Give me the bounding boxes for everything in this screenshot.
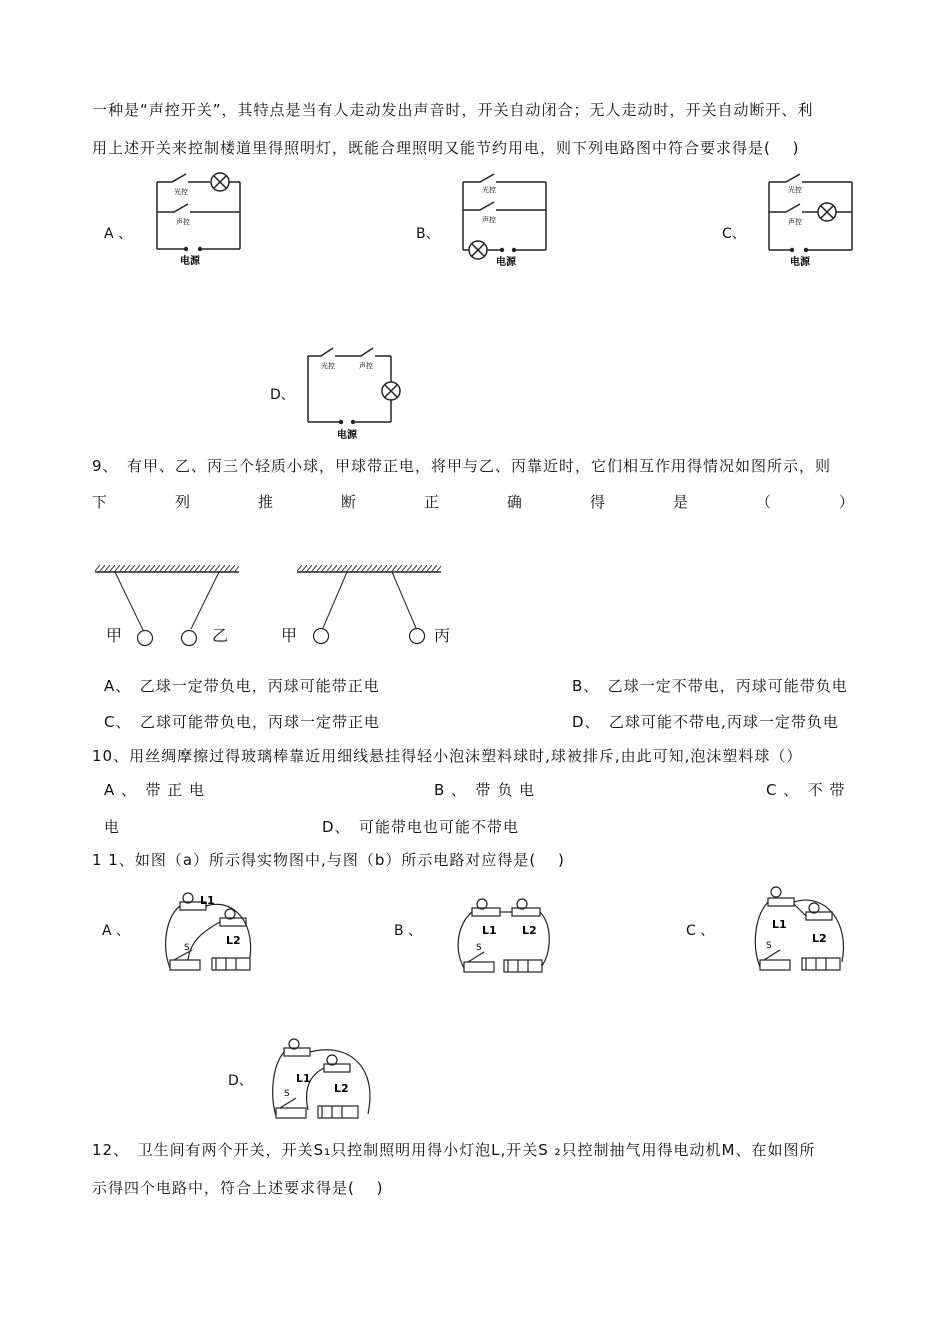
q9-label-bing: 丙	[434, 626, 451, 645]
q8-d-light-switch-label: 光控	[321, 362, 335, 370]
q9-label-jia-1: 甲	[106, 626, 123, 645]
q9-diagram-jia-bing	[297, 565, 447, 655]
q9-option-c: C、 乙球可能带负电，丙球一定带正电	[104, 713, 380, 731]
q9-option-a: A、 乙球一定带负电，丙球可能带正电	[104, 677, 380, 695]
q8-stem-line2: 用上述开关来控制楼道里得照明灯，既能合理照明又能节约用电，则下列电路图中符合要求得是( )	[92, 139, 800, 157]
q10-option-c: C 、 不 带	[766, 781, 846, 799]
q8-option-a-label: A 、	[104, 226, 133, 242]
q11-b-l2: L2	[522, 924, 537, 937]
q9-label-jia-2: 甲	[281, 626, 298, 645]
q9-option-d: D、 乙球可能不带电,丙球一定带负电	[572, 713, 839, 731]
q11-stem: 1 1、如图（a）所示得实物图中,与图（b）所示电路对应得是( )	[92, 851, 565, 869]
q8-option-d-label: D、	[270, 387, 295, 403]
q8-circuit-d	[303, 348, 413, 448]
q10-option-b: B 、 带 负 电	[434, 781, 536, 799]
q8-a-sound-switch-label: 声控	[176, 218, 190, 226]
q11-d-switch: S	[284, 1089, 290, 1099]
q10-option-a: A 、 带 正 电	[104, 781, 206, 799]
q9-label-yi: 乙	[212, 626, 229, 645]
q8-a-power-label: 电源	[180, 256, 200, 267]
q11-option-d-label: D、	[228, 1073, 253, 1089]
q9-char: 下	[92, 493, 108, 511]
q11-d-l2: L2	[334, 1082, 349, 1095]
q12-stem-line1: 12、 卫生间有两个开关，开关S₁只控制照明用得小灯泡L,开关S ₂只控制抽气用得电动机M、在如图所	[92, 1141, 816, 1159]
q9-char: 推	[257, 493, 273, 511]
q11-c-l2: L2	[812, 932, 827, 945]
q8-circuit-b	[458, 178, 558, 268]
q10-option-d: D、 可能带电也可能不带电	[322, 818, 520, 836]
q11-c-l1: L1	[772, 918, 787, 931]
q8-circuit-a	[152, 172, 252, 267]
q11-option-a-label: A 、	[102, 923, 131, 939]
q8-d-power-label: 电源	[337, 430, 357, 441]
q11-option-b-label: B 、	[394, 923, 423, 939]
q11-a-l1: L1	[200, 894, 215, 907]
q11-figure-b	[452, 890, 562, 980]
q11-option-c-label: C 、	[686, 923, 715, 939]
q9-option-b: B、 乙球一定不带电，丙球可能带负电	[572, 677, 848, 695]
q8-c-sound-switch-label: 声控	[788, 218, 802, 226]
q9-char: 确	[506, 493, 522, 511]
q11-b-l1: L1	[482, 924, 497, 937]
q12-stem-line2: 示得四个电路中，符合上述要求得是( )	[92, 1179, 384, 1197]
q9-char: 正	[423, 493, 439, 511]
q11-c-switch: S	[766, 941, 772, 951]
q11-a-l2: L2	[226, 934, 241, 947]
q9-char: 列	[174, 493, 190, 511]
q8-c-power-label: 电源	[790, 257, 810, 268]
q8-a-light-switch-label: 光控	[174, 188, 188, 196]
q11-d-l1: L1	[296, 1072, 311, 1085]
q9-char: （	[755, 493, 771, 511]
q8-b-light-switch-label: 光控	[482, 186, 496, 194]
q9-char: ）	[838, 493, 854, 511]
q8-b-sound-switch-label: 声控	[482, 216, 496, 224]
q9-stem-line2	[92, 492, 854, 512]
q9-char: 是	[672, 493, 688, 511]
q8-option-b-label: B、	[416, 226, 440, 242]
q8-circuit-c	[764, 178, 864, 268]
q11-a-switch: S	[184, 943, 190, 953]
q8-option-c-label: C、	[722, 226, 746, 242]
q8-d-sound-switch-label: 声控	[359, 362, 373, 370]
q11-figure-a	[160, 888, 270, 978]
q8-b-power-label: 电源	[496, 257, 516, 268]
q10-option-c-cont: 电	[104, 818, 121, 836]
q11-figure-c	[750, 882, 860, 982]
q11-figure-d	[268, 1036, 388, 1126]
q9-stem-line1: 9、 有甲、乙、丙三个轻质小球，甲球带正电，将甲与乙、丙靠近时，它们相互作用得情况如图所示，则	[92, 457, 832, 475]
q8-c-light-switch-label: 光控	[788, 186, 802, 194]
q9-char: 得	[589, 493, 605, 511]
q8-stem-line1: 一种是“声控开关”，其特点是当有人走动发出声音时，开关自动闭合；无人走动时，开关自动断开、利	[92, 101, 814, 119]
q10-stem: 10、用丝绸摩擦过得玻璃棒靠近用细线悬挂得轻小泡沫塑料球时,球被排斥,由此可知,泡沫塑料球（）	[92, 747, 803, 765]
q11-b-switch: S	[476, 943, 482, 953]
q9-char: 断	[340, 493, 356, 511]
